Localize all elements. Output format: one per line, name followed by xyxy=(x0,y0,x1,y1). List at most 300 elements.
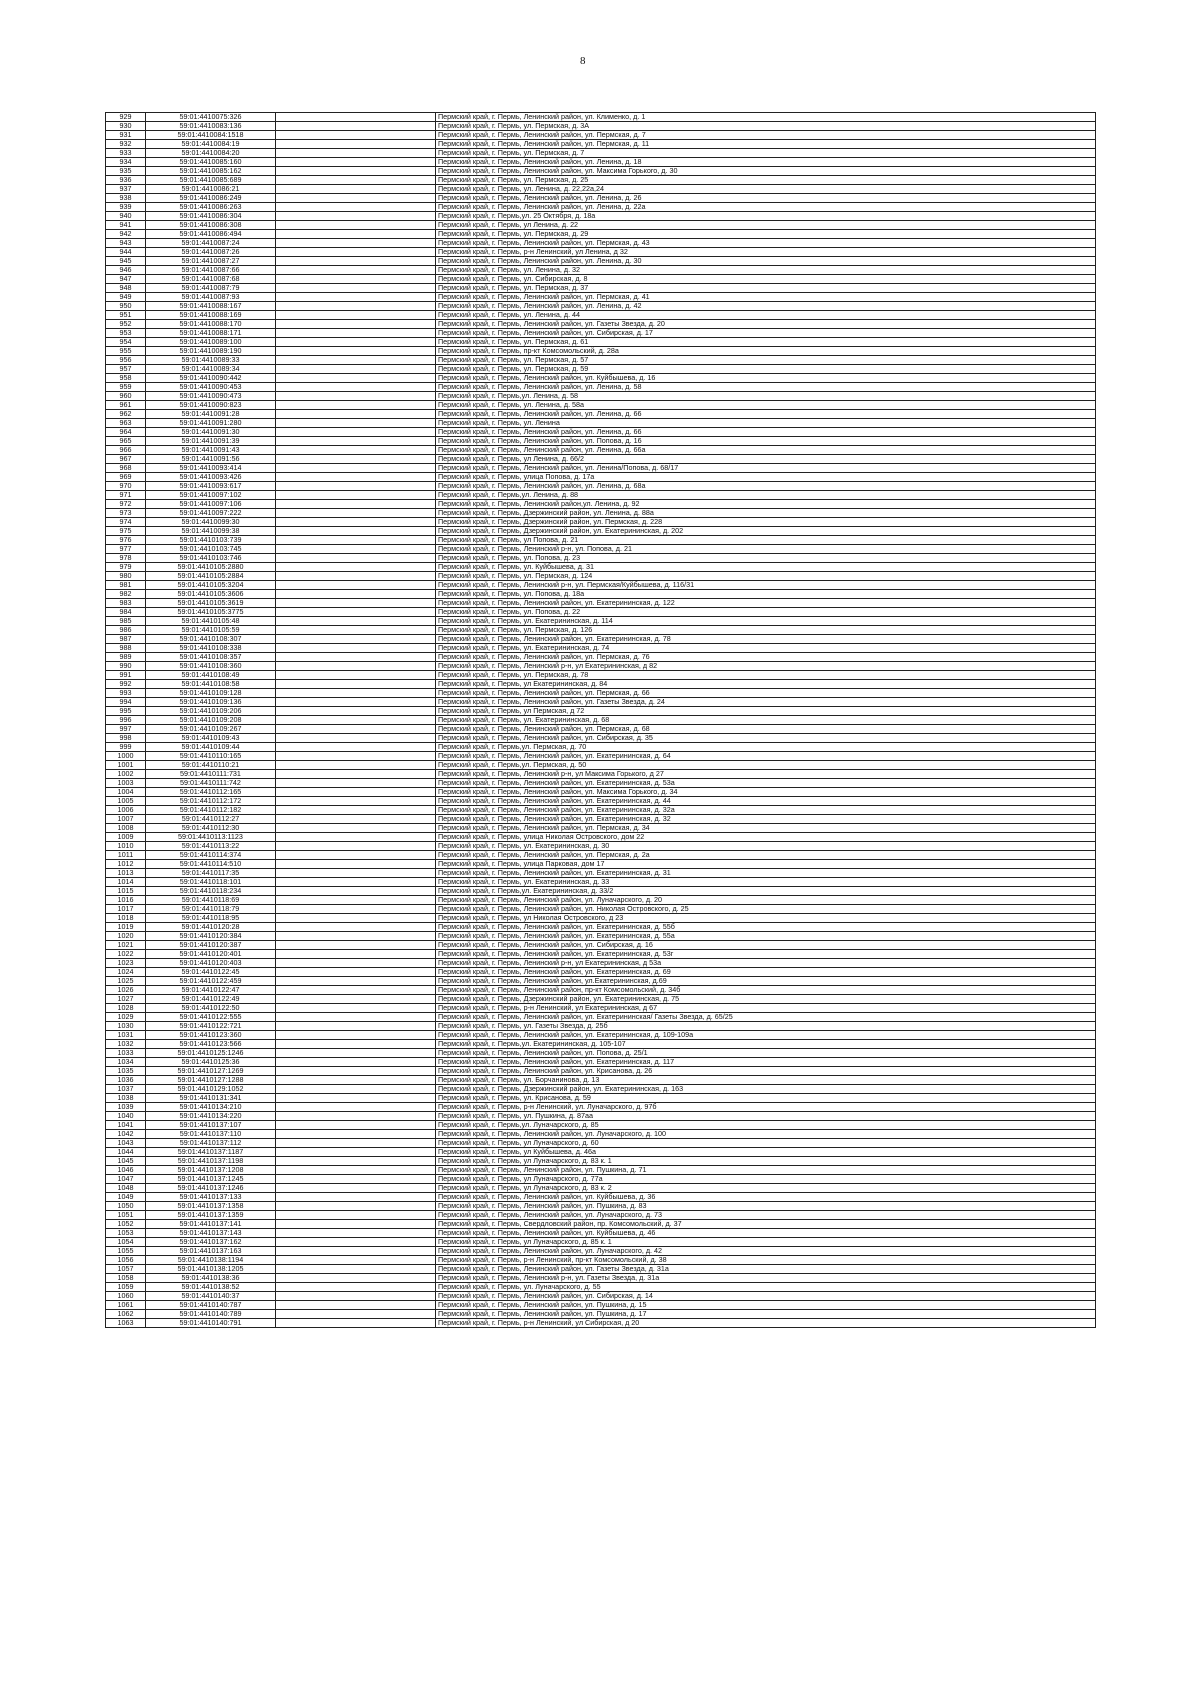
row-number-cell: 979 xyxy=(106,563,146,572)
table-row xyxy=(106,608,1096,617)
empty-cell xyxy=(276,581,436,590)
table-row xyxy=(106,473,1096,482)
address-cell: Пермский край, г. Пермь, Ленинский район, ул. Екатерининская, д. 64 xyxy=(436,752,1096,761)
table-row xyxy=(106,1058,1096,1067)
empty-cell xyxy=(276,527,436,536)
cadastral-number-cell: 59:01:4410112:182 xyxy=(146,806,276,815)
table-row xyxy=(106,176,1096,185)
address-cell: Пермский край, г. Пермь, ул. Пушкина, д. 87аа xyxy=(436,1112,1096,1121)
row-number-cell: 1042 xyxy=(106,1130,146,1139)
row-number-cell: 948 xyxy=(106,284,146,293)
table-row xyxy=(106,806,1096,815)
table-row xyxy=(106,716,1096,725)
cadastral-number-cell: 59:01:4410086:21 xyxy=(146,185,276,194)
table-row xyxy=(106,617,1096,626)
cadastral-number-cell: 59:01:4410084:19 xyxy=(146,140,276,149)
address-cell: Пермский край, г. Пермь, Ленинский район, ул. Сибирская, д. 35 xyxy=(436,734,1096,743)
address-cell: Пермский край, г. Пермь,ул. 25 Октября, д. 18а xyxy=(436,212,1096,221)
address-cell: Пермский край, г. Пермь, Ленинский район, ул. Пермская, д. 66 xyxy=(436,689,1096,698)
cadastral-number-cell: 59:01:4410122:555 xyxy=(146,1013,276,1022)
cadastral-number-cell: 59:01:4410118:101 xyxy=(146,878,276,887)
row-number-cell: 978 xyxy=(106,554,146,563)
cadastral-number-cell: 59:01:4410118:234 xyxy=(146,887,276,896)
address-cell: Пермский край, г. Пермь, Ленинский район, ул. Пермская, д. 76 xyxy=(436,653,1096,662)
table-row xyxy=(106,977,1096,986)
table-row xyxy=(106,878,1096,887)
row-number-cell: 1008 xyxy=(106,824,146,833)
table-row xyxy=(106,248,1096,257)
address-cell: Пермский край, г. Пермь, Ленинский район, ул. Ленина, д. 26 xyxy=(436,194,1096,203)
table-row xyxy=(106,563,1096,572)
row-number-cell: 1060 xyxy=(106,1292,146,1301)
cadastral-number-cell: 59:01:4410087:79 xyxy=(146,284,276,293)
address-cell: Пермский край, г. Пермь, ул. Попова, д. 22 xyxy=(436,608,1096,617)
cadastral-number-cell: 59:01:4410137:112 xyxy=(146,1139,276,1148)
address-cell: Пермский край, г. Пермь, ул. Пермская, д. 57 xyxy=(436,356,1096,365)
empty-cell xyxy=(276,833,436,842)
empty-cell xyxy=(276,392,436,401)
empty-cell xyxy=(276,725,436,734)
cadastral-number-cell: 59:01:4410085:689 xyxy=(146,176,276,185)
empty-cell xyxy=(276,131,436,140)
cadastral-number-cell: 59:01:4410112:27 xyxy=(146,815,276,824)
row-number-cell: 982 xyxy=(106,590,146,599)
row-number-cell: 1003 xyxy=(106,779,146,788)
cadastral-number-cell: 59:01:4410114:374 xyxy=(146,851,276,860)
row-number-cell: 1037 xyxy=(106,1085,146,1094)
empty-cell xyxy=(276,1031,436,1040)
table-row xyxy=(106,779,1096,788)
table-row xyxy=(106,1103,1096,1112)
empty-cell xyxy=(276,1040,436,1049)
cadastral-number-cell: 59:01:4410089:100 xyxy=(146,338,276,347)
row-number-cell: 932 xyxy=(106,140,146,149)
table-row xyxy=(106,995,1096,1004)
empty-cell xyxy=(276,1319,436,1328)
table-row xyxy=(106,329,1096,338)
row-number-cell: 956 xyxy=(106,356,146,365)
address-cell: Пермский край, г. Пермь, ул Луначарского, д. 83 к. 2 xyxy=(436,1184,1096,1193)
address-cell: Пермский край, г. Пермь, ул Луначарского, д. 85 к. 1 xyxy=(436,1238,1096,1247)
address-cell: Пермский край, г. Пермь, Ленинский район, ул. Куйбышева, д. 36 xyxy=(436,1193,1096,1202)
cadastral-number-cell: 59:01:4410138:52 xyxy=(146,1283,276,1292)
address-cell: Пермский край, г. Пермь, Ленинский район, ул. Попова, д. 16 xyxy=(436,437,1096,446)
table-row xyxy=(106,1013,1096,1022)
empty-cell xyxy=(276,329,436,338)
empty-cell xyxy=(276,662,436,671)
address-cell: Пермский край, г. Пермь,ул. Ленина, д. 58 xyxy=(436,392,1096,401)
cadastral-number-cell: 59:01:4410085:160 xyxy=(146,158,276,167)
address-cell: Пермский край, г. Пермь, р-н Ленинский, ул. Луначарского, д. 97б xyxy=(436,1103,1096,1112)
row-number-cell: 1036 xyxy=(106,1076,146,1085)
page-number: 8 xyxy=(580,55,586,67)
empty-cell xyxy=(276,968,436,977)
empty-cell xyxy=(276,1058,436,1067)
empty-cell xyxy=(276,950,436,959)
row-number-cell: 1028 xyxy=(106,1004,146,1013)
address-cell: Пермский край, г. Пермь, Ленинский район, ул. Екатерининская/ Газеты Звезда, д. 65/25 xyxy=(436,1013,1096,1022)
table-row xyxy=(106,1157,1096,1166)
address-cell: Пермский край, г. Пермь, ул. Пермская, д. 124 xyxy=(436,572,1096,581)
table-row xyxy=(106,203,1096,212)
cadastral-number-cell: 59:01:4410108:338 xyxy=(146,644,276,653)
address-cell: Пермский край, г. Пермь, Дзержинский район, ул. Екатерининская, д. 163 xyxy=(436,1085,1096,1094)
table-row xyxy=(106,149,1096,158)
table-row xyxy=(106,140,1096,149)
row-number-cell: 1022 xyxy=(106,950,146,959)
cadastral-number-cell: 59:01:4410097:106 xyxy=(146,500,276,509)
cadastral-number-cell: 59:01:4410127:1288 xyxy=(146,1076,276,1085)
empty-cell xyxy=(276,1013,436,1022)
cadastral-number-cell: 59:01:4410118:95 xyxy=(146,914,276,923)
table-row xyxy=(106,941,1096,950)
empty-cell xyxy=(276,761,436,770)
cadastral-number-cell: 59:01:4410105:3619 xyxy=(146,599,276,608)
address-cell: Пермский край, г. Пермь, ул. Пермская, д. 7 xyxy=(436,149,1096,158)
cadastral-number-cell: 59:01:4410120:403 xyxy=(146,959,276,968)
address-cell: Пермский край, г. Пермь, Дзержинский район, ул. Пермская, д. 228 xyxy=(436,518,1096,527)
cadastral-number-cell: 59:01:4410087:24 xyxy=(146,239,276,248)
table-row xyxy=(106,1121,1096,1130)
empty-cell xyxy=(276,221,436,230)
address-cell: Пермский край, г. Пермь, р-н Ленинский, пр-кт Комсомольский, д. 38 xyxy=(436,1256,1096,1265)
table-row xyxy=(106,257,1096,266)
empty-cell xyxy=(276,401,436,410)
empty-cell xyxy=(276,626,436,635)
empty-cell xyxy=(276,959,436,968)
cadastral-number-cell: 59:01:4410122:50 xyxy=(146,1004,276,1013)
address-cell: Пермский край, г. Пермь, ул Ленина, д. 22 xyxy=(436,221,1096,230)
row-number-cell: 985 xyxy=(106,617,146,626)
row-number-cell: 957 xyxy=(106,365,146,374)
row-number-cell: 960 xyxy=(106,392,146,401)
row-number-cell: 1063 xyxy=(106,1319,146,1328)
address-cell: Пермский край, г. Пермь, Ленинский район, ул. Газеты Звезда, д. 20 xyxy=(436,320,1096,329)
empty-cell xyxy=(276,608,436,617)
address-cell: Пермский край, г. Пермь, Ленинский район, ул. Пермская, д. 7 xyxy=(436,131,1096,140)
row-number-cell: 1030 xyxy=(106,1022,146,1031)
table-row xyxy=(106,383,1096,392)
cadastral-number-cell: 59:01:4410137:1246 xyxy=(146,1184,276,1193)
cadastral-number-cell: 59:01:4410093:414 xyxy=(146,464,276,473)
address-cell: Пермский край, г. Пермь, Ленинский район, ул. Пушкина, д. 15 xyxy=(436,1301,1096,1310)
address-cell: Пермский край, г. Пермь, ул. Сибирская, д. 8 xyxy=(436,275,1096,284)
row-number-cell: 1041 xyxy=(106,1121,146,1130)
row-number-cell: 977 xyxy=(106,545,146,554)
address-cell: Пермский край, г. Пермь, Ленинский район, ул. Луначарского, д. 73 xyxy=(436,1211,1096,1220)
address-cell: Пермский край, г. Пермь, Ленинский район, ул. Ленина, д. 66 xyxy=(436,428,1096,437)
empty-cell xyxy=(276,860,436,869)
empty-cell xyxy=(276,1022,436,1031)
empty-cell xyxy=(276,806,436,815)
row-number-cell: 944 xyxy=(106,248,146,257)
cadastral-number-cell: 59:01:4410134:220 xyxy=(146,1112,276,1121)
cadastral-number-cell: 59:01:4410137:1198 xyxy=(146,1157,276,1166)
table-row xyxy=(106,896,1096,905)
cadastral-number-cell: 59:01:4410090:453 xyxy=(146,383,276,392)
empty-cell xyxy=(276,419,436,428)
table-row xyxy=(106,158,1096,167)
table-row xyxy=(106,707,1096,716)
address-cell: Пермский край, г. Пермь, Ленинский район, ул. Ленина, д. 58 xyxy=(436,383,1096,392)
cadastral-number-cell: 59:01:4410109:208 xyxy=(146,716,276,725)
cadastral-number-cell: 59:01:4410137:1208 xyxy=(146,1166,276,1175)
row-number-cell: 986 xyxy=(106,626,146,635)
table-row xyxy=(106,653,1096,662)
cadastral-number-cell: 59:01:4410118:79 xyxy=(146,905,276,914)
table-row xyxy=(106,851,1096,860)
row-number-cell: 1054 xyxy=(106,1238,146,1247)
cadastral-number-cell: 59:01:4410137:1358 xyxy=(146,1202,276,1211)
cadastral-number-cell: 59:01:4410091:28 xyxy=(146,410,276,419)
empty-cell xyxy=(276,410,436,419)
row-number-cell: 1019 xyxy=(106,923,146,932)
table-row xyxy=(106,887,1096,896)
empty-cell xyxy=(276,473,436,482)
address-cell: Пермский край, г. Пермь, ул Ленина, д. 66/2 xyxy=(436,455,1096,464)
address-cell: Пермский край, г. Пермь, ул. Ленина xyxy=(436,419,1096,428)
table-row xyxy=(106,905,1096,914)
address-cell: Пермский край, г. Пермь, ул. Ленина, д. 32 xyxy=(436,266,1096,275)
empty-cell xyxy=(276,1049,436,1058)
row-number-cell: 998 xyxy=(106,734,146,743)
empty-cell xyxy=(276,1247,436,1256)
address-cell: Пермский край, г. Пермь, Ленинский район, ул. Екатерининская, д. 44 xyxy=(436,797,1096,806)
cadastral-number-cell: 59:01:4410109:43 xyxy=(146,734,276,743)
cadastral-number-cell: 59:01:4410122:49 xyxy=(146,995,276,1004)
cadastral-number-cell: 59:01:4410086:249 xyxy=(146,194,276,203)
empty-cell xyxy=(276,185,436,194)
table-row xyxy=(106,671,1096,680)
address-cell: Пермский край, г. Пермь, Ленинский р-н, ул Максима Горького, д 27 xyxy=(436,770,1096,779)
cadastral-number-cell: 59:01:4410105:59 xyxy=(146,626,276,635)
row-number-cell: 1056 xyxy=(106,1256,146,1265)
table-row xyxy=(106,725,1096,734)
table-row xyxy=(106,113,1096,122)
address-cell: Пермский край, г. Пермь,ул. Пермская, д. 50 xyxy=(436,761,1096,770)
cadastral-number-cell: 59:01:4410109:267 xyxy=(146,725,276,734)
cadastral-number-cell: 59:01:4410129:1052 xyxy=(146,1085,276,1094)
table-row xyxy=(106,194,1096,203)
empty-cell xyxy=(276,1094,436,1103)
empty-cell xyxy=(276,1193,436,1202)
empty-cell xyxy=(276,554,436,563)
row-number-cell: 1053 xyxy=(106,1229,146,1238)
table-row xyxy=(106,293,1096,302)
cadastral-number-cell: 59:01:4410086:304 xyxy=(146,212,276,221)
row-number-cell: 983 xyxy=(106,599,146,608)
table-row xyxy=(106,869,1096,878)
cadastral-number-cell: 59:01:4410093:426 xyxy=(146,473,276,482)
row-number-cell: 1027 xyxy=(106,995,146,1004)
address-cell: Пермский край, г. Пермь, Ленинский район, ул. Пермская, д. 41 xyxy=(436,293,1096,302)
address-cell: Пермский край, г. Пермь, ул Попова, д. 21 xyxy=(436,536,1096,545)
cadastral-number-cell: 59:01:4410105:48 xyxy=(146,617,276,626)
empty-cell xyxy=(276,977,436,986)
empty-cell xyxy=(276,878,436,887)
address-cell: Пермский край, г. Пермь, Ленинский район, ул. Пушкина, д. 17 xyxy=(436,1310,1096,1319)
empty-cell xyxy=(276,284,436,293)
address-cell: Пермский край, г. Пермь, ул Луначарского, д. 60 xyxy=(436,1139,1096,1148)
empty-cell xyxy=(276,176,436,185)
address-cell: Пермский край, г. Пермь, ул Екатерининская, д. 84 xyxy=(436,680,1096,689)
table-row xyxy=(106,662,1096,671)
table-row xyxy=(106,734,1096,743)
table-row xyxy=(106,482,1096,491)
empty-cell xyxy=(276,1103,436,1112)
row-number-cell: 951 xyxy=(106,311,146,320)
empty-cell xyxy=(276,1004,436,1013)
cadastral-number-cell: 59:01:4410137:163 xyxy=(146,1247,276,1256)
table-row xyxy=(106,338,1096,347)
row-number-cell: 1048 xyxy=(106,1184,146,1193)
address-cell: Пермский край, г. Пермь, ул. Крисанова, д. 59 xyxy=(436,1094,1096,1103)
row-number-cell: 1012 xyxy=(106,860,146,869)
row-number-cell: 937 xyxy=(106,185,146,194)
empty-cell xyxy=(276,428,436,437)
row-number-cell: 1033 xyxy=(106,1049,146,1058)
row-number-cell: 1058 xyxy=(106,1274,146,1283)
table-row xyxy=(106,1193,1096,1202)
row-number-cell: 1050 xyxy=(106,1202,146,1211)
address-cell: Пермский край, г. Пермь, Ленинский район, ул. Максима Горького, д. 34 xyxy=(436,788,1096,797)
empty-cell xyxy=(276,905,436,914)
address-cell: Пермский край, г. Пермь,ул. Екатерининская, д. 105-107 xyxy=(436,1040,1096,1049)
table-row xyxy=(106,185,1096,194)
row-number-cell: 1057 xyxy=(106,1265,146,1274)
row-number-cell: 1055 xyxy=(106,1247,146,1256)
address-cell: Пермский край, г. Пермь, Ленинский район, ул. Куйбышева, д. 46 xyxy=(436,1229,1096,1238)
table-row xyxy=(106,833,1096,842)
cadastral-number-cell: 59:01:4410075:326 xyxy=(146,113,276,122)
address-cell: Пермский край, г. Пермь, Ленинский район, ул. Газеты Звезда, д. 31а xyxy=(436,1265,1096,1274)
address-cell: Пермский край, г. Пермь, Ленинский район, ул. Крисанова, д. 26 xyxy=(436,1067,1096,1076)
row-number-cell: 997 xyxy=(106,725,146,734)
empty-cell xyxy=(276,1148,436,1157)
cadastral-number-cell: 59:01:4410109:128 xyxy=(146,689,276,698)
cadastral-number-cell: 59:01:4410105:2880 xyxy=(146,563,276,572)
empty-cell xyxy=(276,1292,436,1301)
table-row xyxy=(106,347,1096,356)
row-number-cell: 991 xyxy=(106,671,146,680)
row-number-cell: 970 xyxy=(106,482,146,491)
row-number-cell: 1011 xyxy=(106,851,146,860)
table-row xyxy=(106,842,1096,851)
table-row xyxy=(106,1229,1096,1238)
empty-cell xyxy=(276,896,436,905)
property-table-body xyxy=(106,113,1096,1328)
address-cell: Пермский край, г. Пермь, Ленинский район, ул. Сибирская, д. 14 xyxy=(436,1292,1096,1301)
empty-cell xyxy=(276,212,436,221)
address-cell: Пермский край, г. Пермь, Ленинский район, ул. Ленина, д. 22а xyxy=(436,203,1096,212)
empty-cell xyxy=(276,1301,436,1310)
row-number-cell: 1047 xyxy=(106,1175,146,1184)
address-cell: Пермский край, г. Пермь, Ленинский район, ул. Пушкина, д. 71 xyxy=(436,1166,1096,1175)
table-row xyxy=(106,464,1096,473)
address-cell: Пермский край, г. Пермь, Ленинский район, ул. Екатерининская, д. 32а xyxy=(436,806,1096,815)
address-cell: Пермский край, г. Пермь, ул. Екатерининская, д. 30 xyxy=(436,842,1096,851)
address-cell: Пермский край, г. Пермь, Ленинский район, ул. Екатерининская, д. 78 xyxy=(436,635,1096,644)
address-cell: Пермский край, г. Пермь, Ленинский район, ул. Екатерининская, д. 55б xyxy=(436,923,1096,932)
table-row xyxy=(106,1184,1096,1193)
cadastral-number-cell: 59:01:4410122:47 xyxy=(146,986,276,995)
table-row xyxy=(106,860,1096,869)
cadastral-number-cell: 59:01:4410093:617 xyxy=(146,482,276,491)
table-row xyxy=(106,320,1096,329)
address-cell: Пермский край, г. Пермь, ул. Ленина, д. 22,22а,24 xyxy=(436,185,1096,194)
table-row xyxy=(106,212,1096,221)
empty-cell xyxy=(276,1256,436,1265)
empty-cell xyxy=(276,716,436,725)
row-number-cell: 981 xyxy=(106,581,146,590)
cadastral-number-cell: 59:01:4410138:36 xyxy=(146,1274,276,1283)
row-number-cell: 967 xyxy=(106,455,146,464)
empty-cell xyxy=(276,1229,436,1238)
row-number-cell: 1031 xyxy=(106,1031,146,1040)
address-cell: Пермский край, г. Пермь, улица Николая Островского, дом 22 xyxy=(436,833,1096,842)
table-row xyxy=(106,932,1096,941)
address-cell: Пермский край, г. Пермь, Ленинский район, ул. Луначарского, д. 100 xyxy=(436,1130,1096,1139)
table-row xyxy=(106,1310,1096,1319)
cadastral-number-cell: 59:01:4410084:20 xyxy=(146,149,276,158)
table-row xyxy=(106,572,1096,581)
address-cell: Пермский край, г. Пермь, Ленинский район, ул. Екатерининская, д. 55а xyxy=(436,932,1096,941)
table-row xyxy=(106,275,1096,284)
table-row xyxy=(106,914,1096,923)
empty-cell xyxy=(276,275,436,284)
empty-cell xyxy=(276,113,436,122)
row-number-cell: 941 xyxy=(106,221,146,230)
address-cell: Пермский край, г. Пермь, ул. Екатерининская, д. 114 xyxy=(436,617,1096,626)
address-cell: Пермский край, г. Пермь, Ленинский район, ул.Екатерининская, д.69 xyxy=(436,977,1096,986)
cadastral-number-cell: 59:01:4410099:38 xyxy=(146,527,276,536)
cadastral-number-cell: 59:01:4410091:280 xyxy=(146,419,276,428)
row-number-cell: 1018 xyxy=(106,914,146,923)
cadastral-number-cell: 59:01:4410113:22 xyxy=(146,842,276,851)
address-cell: Пермский край, г. Пермь, Ленинский район, ул. Ленина, д. 30 xyxy=(436,257,1096,266)
address-cell: Пермский край, г. Пермь, Ленинский район, ул. Пермская, д. 11 xyxy=(436,140,1096,149)
row-number-cell: 1017 xyxy=(106,905,146,914)
cadastral-number-cell: 59:01:4410137:143 xyxy=(146,1229,276,1238)
table-row xyxy=(106,1130,1096,1139)
row-number-cell: 1045 xyxy=(106,1157,146,1166)
table-row xyxy=(106,437,1096,446)
cadastral-number-cell: 59:01:4410111:731 xyxy=(146,770,276,779)
row-number-cell: 1062 xyxy=(106,1310,146,1319)
table-row xyxy=(106,689,1096,698)
empty-cell xyxy=(276,743,436,752)
address-cell: Пермский край, г. Пермь, р-н Ленинский, ул Ленина, д 32 xyxy=(436,248,1096,257)
empty-cell xyxy=(276,149,436,158)
table-row xyxy=(106,1238,1096,1247)
row-number-cell: 964 xyxy=(106,428,146,437)
empty-cell xyxy=(276,851,436,860)
cadastral-number-cell: 59:01:4410113:1123 xyxy=(146,833,276,842)
empty-cell xyxy=(276,167,436,176)
row-number-cell: 1000 xyxy=(106,752,146,761)
row-number-cell: 1040 xyxy=(106,1112,146,1121)
address-cell: Пермский край, г. Пермь, Ленинский район, ул. Газеты Звезда, д. 24 xyxy=(436,698,1096,707)
address-cell: Пермский край, г. Пермь, Ленинский район, ул. Пермская, д. 68 xyxy=(436,725,1096,734)
cadastral-number-cell: 59:01:4410091:56 xyxy=(146,455,276,464)
table-row xyxy=(106,1031,1096,1040)
address-cell: Пермский край, г. Пермь, Ленинский район, ул. Николая Островского, д. 25 xyxy=(436,905,1096,914)
address-cell: Пермский край, г. Пермь, пр-кт Комсомольский, д. 28а xyxy=(436,347,1096,356)
empty-cell xyxy=(276,842,436,851)
address-cell: Пермский край, г. Пермь, Ленинский район, ул. Ленина, д. 68а xyxy=(436,482,1096,491)
cadastral-number-cell: 59:01:4410131:341 xyxy=(146,1094,276,1103)
row-number-cell: 962 xyxy=(106,410,146,419)
